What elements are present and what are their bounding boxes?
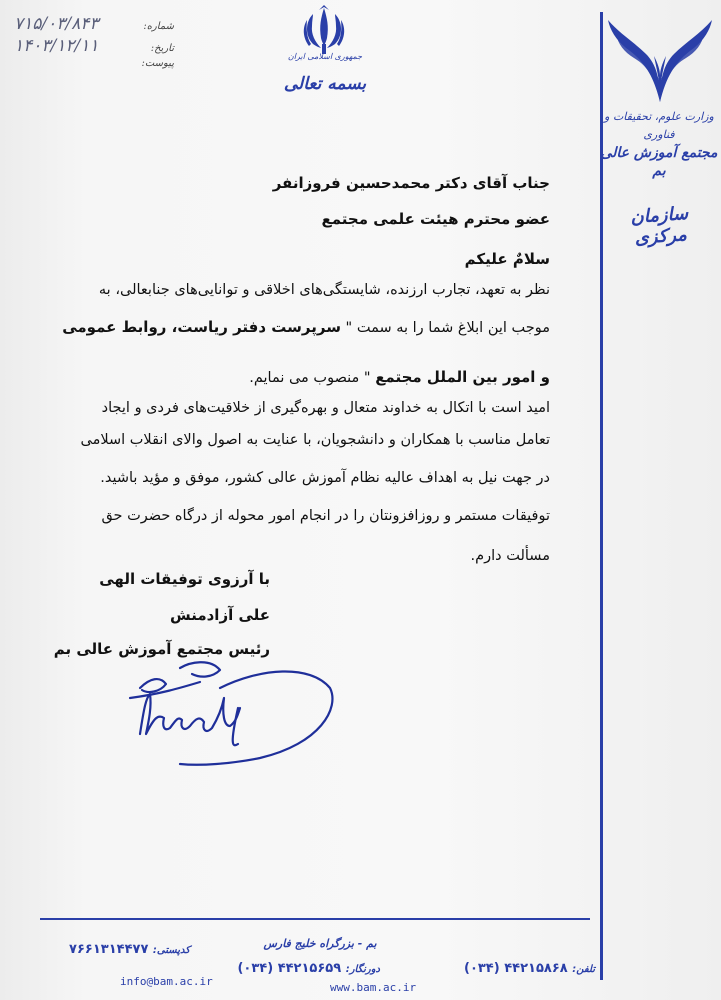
addressee: جناب آقای دکتر محمدحسین فروزانفر bbox=[272, 174, 550, 192]
university-logo-icon bbox=[606, 18, 714, 104]
fax-label: دورنگار: bbox=[345, 964, 380, 975]
organization-name: سازمان مرکزی bbox=[629, 203, 689, 249]
footer-postal-code bbox=[30, 942, 190, 957]
date-value: ۱۴۰۳/۱۲/۱۱ bbox=[14, 36, 99, 56]
phone-label: تلفن: bbox=[572, 964, 595, 975]
institution-name: مجتمع آموزش عالی بم bbox=[600, 145, 718, 179]
line-3-text: " منصوب می نمایم. bbox=[249, 370, 371, 386]
footer-website-link[interactable]: www.bam.ac.ir bbox=[330, 981, 417, 994]
iran-emblem-icon bbox=[299, 4, 349, 56]
footer-fax bbox=[200, 961, 380, 976]
paragraph-line-2 bbox=[62, 318, 550, 336]
footer-phone bbox=[395, 961, 595, 976]
appointment-title-part-2: و امور بین الملل مجتمع bbox=[375, 368, 550, 386]
ministry-name: وزارت علوم، تحقیقات و فناوری bbox=[604, 110, 714, 141]
paragraph-line-1: نظر به تعهد، تجارب ارزنده، شایستگی‌های اخلاقی و توانایی‌های جنابعالی، به bbox=[98, 282, 550, 298]
letter-meta bbox=[14, 14, 174, 80]
paragraph-line-3 bbox=[249, 368, 550, 386]
number-value: ۷۱۵/۰۳/۸۴۳ bbox=[14, 14, 99, 34]
greeting: سلامٌ علیکم bbox=[464, 250, 550, 268]
republic-text: جمهوری اسلامی ایران bbox=[287, 52, 363, 61]
signer-name: علی آزادمنش bbox=[170, 606, 270, 624]
phone-value: ۴۴۲۱۵۸۶۸ (۰۳۴) bbox=[463, 961, 568, 976]
paragraph-line-6: در جهت نیل به اهداف عالیه نظام آموزش عالی کشور، موفق و مؤید باشید. bbox=[100, 470, 550, 486]
number-label: شماره: bbox=[143, 21, 174, 32]
closing-wish: با آرزوی توفیقات الهی bbox=[99, 570, 270, 588]
footer-rule bbox=[40, 918, 590, 920]
signer-title: رئیس مجتمع آموزش عالی بم bbox=[53, 640, 270, 658]
paragraph-line-7: توفیقات مستمر و روزافزونتان را در انجام امور محوله از درگاه حضرت حق bbox=[101, 508, 550, 524]
date-label: تاریخ: bbox=[150, 43, 174, 54]
fax-value: ۴۴۲۱۵۶۵۹ (۰۳۴) bbox=[237, 961, 342, 976]
bismillah-text: بسمه تعالی bbox=[283, 74, 367, 94]
footer-email-link[interactable]: info@bam.ac.ir bbox=[120, 975, 213, 988]
line-2-text: موجب این ابلاغ شما را به سمت " bbox=[340, 320, 550, 336]
paragraph-line-4: امید است با اتکال به خداوند متعال و بهره‌گیری از خلاقیت‌های فردی و ایجاد bbox=[101, 400, 550, 416]
attachment-label: پیوست: bbox=[141, 58, 174, 69]
addressee-position: عضو محترم هیئت علمی مجتمع bbox=[321, 210, 550, 228]
postal-label: کدپستی: bbox=[152, 945, 190, 956]
ministry-block bbox=[598, 108, 720, 180]
footer-address: بم - بزرگراه خلیج فارس bbox=[263, 937, 377, 950]
postal-value: ۷۶۶۱۳۱۴۴۷۷ bbox=[69, 942, 149, 957]
paragraph-line-8: مسألت دارم. bbox=[470, 548, 550, 564]
paragraph-line-5: تعامل مناسب با همکاران و دانشجویان، با عنایت به اصول والای انقلاب اسلامی bbox=[80, 432, 550, 448]
handwritten-signature-icon bbox=[120, 648, 345, 768]
appointment-title-part-1: سرپرست دفتر ریاست، روابط عمومی bbox=[62, 318, 341, 336]
